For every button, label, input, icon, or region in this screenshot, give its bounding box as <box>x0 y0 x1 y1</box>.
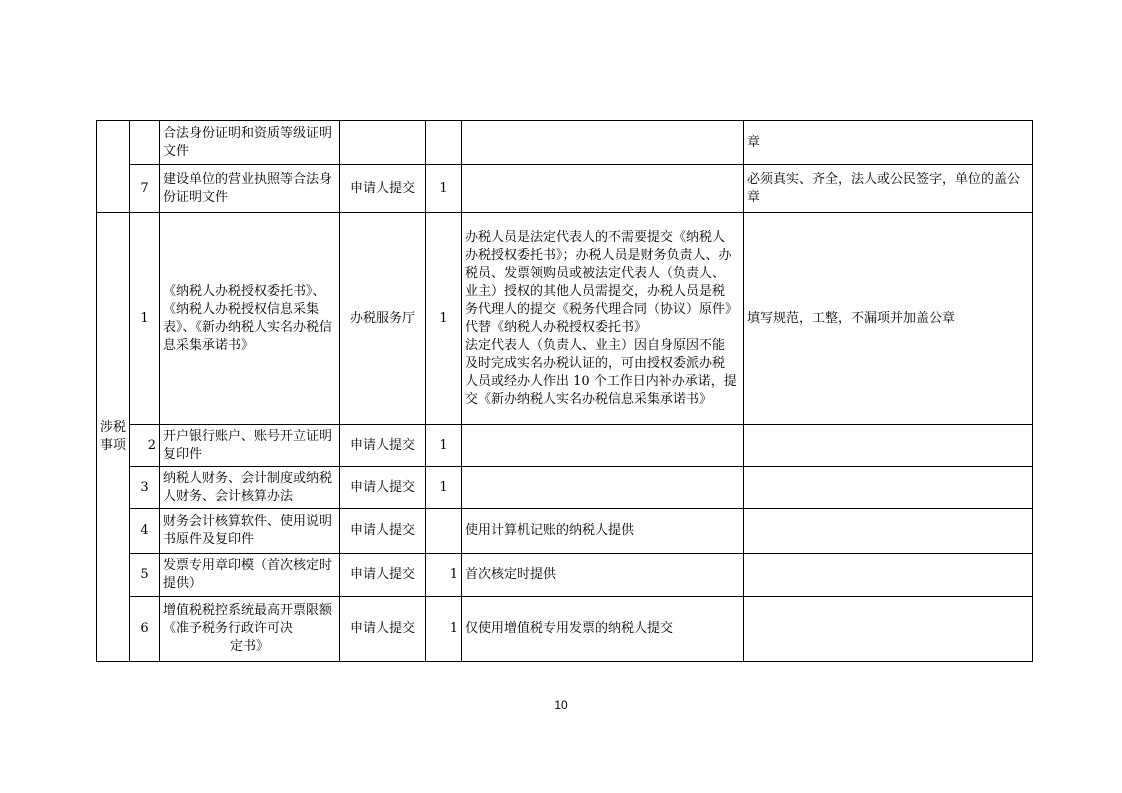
seq-cell: 2 <box>130 425 160 467</box>
note-line: 办税人员是法定代表人的不需要提交《纳税人 <box>465 229 726 245</box>
material-cell <box>160 597 340 662</box>
requirement-cell: 填写规范，工整，不漏项并加盖公章 <box>744 213 1033 425</box>
source-cell: 申请人提交 <box>340 509 426 554</box>
seq-cell: 4 <box>130 509 160 554</box>
note-cell: 首次核定时提供 <box>462 554 744 597</box>
category-cell <box>97 213 130 662</box>
material-cell: 建设单位的营业执照等合法身份证明文件 <box>160 165 340 213</box>
material-text: 定书》 <box>229 639 269 654</box>
material-cell: 合法身份证明和资质等级证明文件 <box>160 121 340 165</box>
table-row <box>97 121 1033 165</box>
source-cell: 申请人提交 <box>340 467 426 509</box>
material-cell: 发票专用章印模（首次核定时提供） <box>160 554 340 597</box>
seq-cell <box>130 121 160 165</box>
seq-cell: 1 <box>130 213 160 425</box>
note-cell <box>462 165 744 213</box>
material-cell: 财务会计核算软件、使用说明书原件及复印件 <box>160 509 340 554</box>
category-label: 涉税事项 <box>100 420 127 453</box>
note-line: 法定代表人（负责人、业主）因自身原因不能 <box>465 337 726 353</box>
table-row <box>97 509 1033 554</box>
note-line: 办税授权委托书》；办税人员是财务负责人、办 <box>465 247 732 263</box>
note-line: 交《新办纳税人实名办税信息采集承诺书》 <box>465 391 713 407</box>
material-cell: 纳税人财务、会计制度或纳税人财务、会计核算办法 <box>160 467 340 509</box>
note-line: 及时完成实名办税认证的，可由授权委派办税 <box>465 355 726 371</box>
requirement-cell <box>744 509 1033 554</box>
count-cell <box>426 121 462 165</box>
source-cell: 申请人提交 <box>340 597 426 662</box>
count-cell <box>426 509 462 554</box>
note-line: 业主）授权的其他人员需提交，办税人员是税 <box>465 283 726 299</box>
seq-cell: 7 <box>130 165 160 213</box>
table-row <box>97 597 1033 662</box>
requirement-cell <box>744 554 1033 597</box>
seq-cell: 6 <box>130 597 160 662</box>
requirement-cell <box>744 597 1033 662</box>
note-cell <box>462 425 744 467</box>
count-cell: 1 <box>426 213 462 425</box>
note-cell <box>462 213 744 425</box>
requirement-cell <box>744 467 1033 509</box>
note-cell <box>462 467 744 509</box>
seq-cell: 5 <box>130 554 160 597</box>
table-row <box>97 554 1033 597</box>
material-cell: 开户银行账户、账号开立证明复印件 <box>160 425 340 467</box>
page-number: 10 <box>554 698 568 712</box>
requirement-cell: 章 <box>744 121 1033 165</box>
note-line: 税员、发票领购员或被法定代表人（负责人、 <box>465 265 726 281</box>
note-line: 代替《纳税人办税授权委托书》 <box>465 319 648 335</box>
table-row <box>97 467 1033 509</box>
note-line: 人员或经办人作出 10 个工作日内补办承诺，提 <box>465 373 737 389</box>
material-cell: 《纳税人办税授权委托书》、《纳税人办税授权信息采集表》、《新办纳税人实名办税信息采集承诺书》 <box>160 213 340 425</box>
count-cell: 1 <box>426 425 462 467</box>
table-row <box>97 425 1033 467</box>
table-row <box>97 165 1033 213</box>
source-cell: 办税服务厅 <box>340 213 426 425</box>
table-row <box>97 213 1033 425</box>
source-cell <box>340 121 426 165</box>
source-cell: 申请人提交 <box>340 425 426 467</box>
note-cell <box>462 121 744 165</box>
source-cell: 申请人提交 <box>340 165 426 213</box>
materials-table <box>96 120 1033 662</box>
material-text: 增值税税控系统最高开票限额《准予税务行政许可决 <box>163 603 333 636</box>
requirement-cell: 必须真实、齐全，法人或公民签字，单位的盖公章 <box>744 165 1033 213</box>
note-cell: 仅使用增值税专用发票的纳税人提交 <box>462 597 744 662</box>
count-cell: 1 <box>426 467 462 509</box>
count-cell: 1 <box>426 597 462 662</box>
seq-cell: 3 <box>130 467 160 509</box>
note-cell: 使用计算机记账的纳税人提供 <box>462 509 744 554</box>
source-cell: 申请人提交 <box>340 554 426 597</box>
count-cell: 1 <box>426 165 462 213</box>
category-cell <box>97 121 130 213</box>
note-line: 务代理人的提交《税务代理合同（协议）原件》 <box>465 301 739 317</box>
requirement-cell <box>744 425 1033 467</box>
count-cell: 1 <box>426 554 462 597</box>
